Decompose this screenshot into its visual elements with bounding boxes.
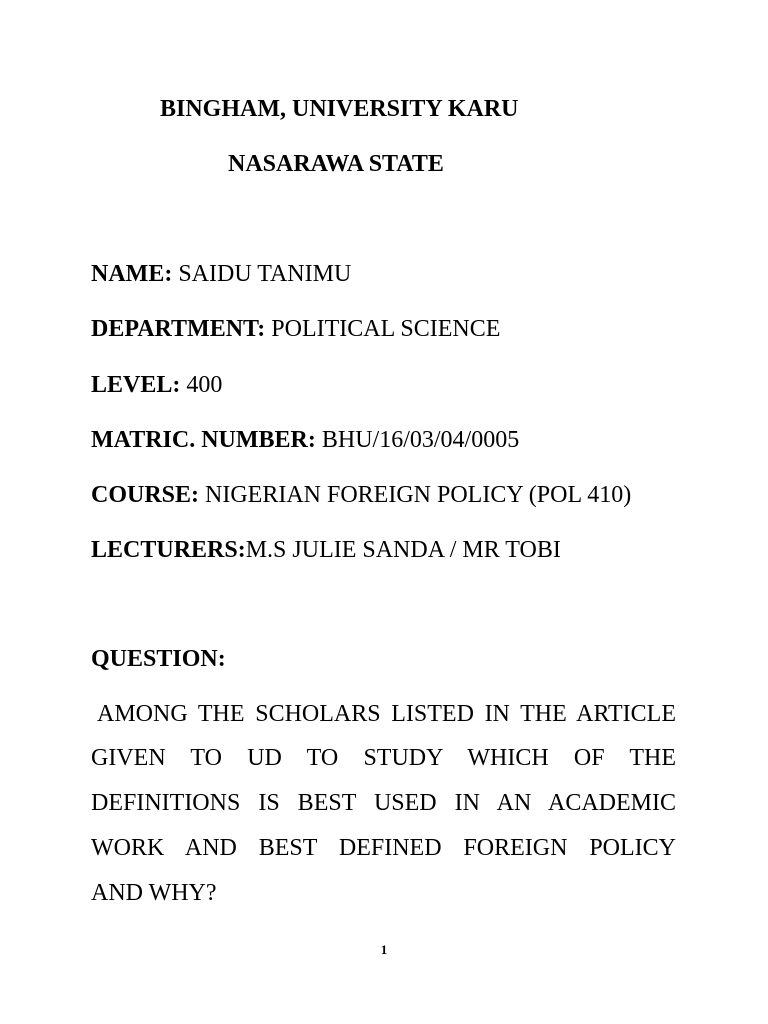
name-label: NAME: [91, 261, 173, 287]
level-value: 400 [180, 372, 223, 398]
matric-field [91, 426, 519, 454]
question-line-5: AND WHY? [91, 880, 217, 906]
department-value: POLITICAL SCIENCE [265, 316, 501, 342]
question-line-3: DEFINITIONS IS BEST USED IN AN ACADEMIC [91, 790, 676, 816]
university-title: BINGHAM, UNIVERSITY KARU [160, 96, 519, 122]
course-field [91, 481, 631, 509]
question-label: QUESTION: [91, 646, 226, 672]
lecturers-label: LECTURERS: [91, 537, 246, 563]
state-title: NASARAWA STATE [228, 151, 444, 177]
question-line-4: WORK AND BEST DEFINED FOREIGN POLICY [91, 835, 676, 861]
page-number: 1 [380, 942, 388, 957]
lecturers-value: M.S JULIE SANDA / MR TOBI [245, 537, 561, 563]
level-field [91, 371, 222, 399]
department-label: DEPARTMENT: [91, 316, 266, 342]
course-value: NIGERIAN FOREIGN POLICY (POL 410) [199, 482, 632, 508]
course-label: COURSE: [91, 482, 200, 508]
matric-value: BHU/16/03/04/0005 [315, 427, 520, 453]
name-value: SAIDU TANIMU [172, 261, 352, 287]
name-field [91, 260, 351, 288]
department-field [91, 315, 500, 343]
lecturers-field [91, 536, 561, 564]
level-label: LEVEL: [91, 372, 181, 398]
question-line-1: AMONG THE SCHOLARS LISTED IN THE ARTICLE [97, 701, 676, 727]
matric-label: MATRIC. NUMBER: [91, 427, 316, 453]
question-line-2: GIVEN TO UD TO STUDY WHICH OF THE [91, 745, 676, 771]
